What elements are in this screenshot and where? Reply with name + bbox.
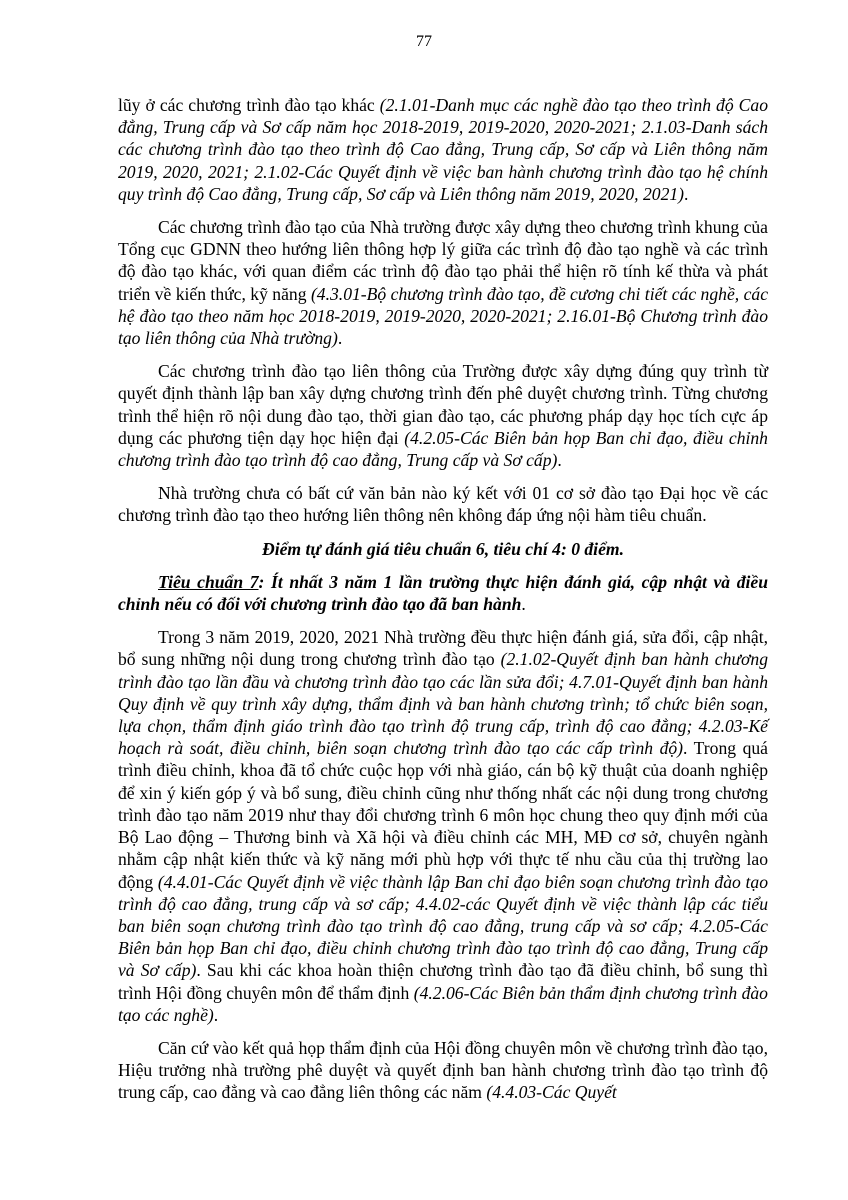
- citation: (2.1.02-Quyết định ban hành chương trình đào tạo lần đầu và chương trình đào tạo các lần sửa đổi; 4.7.01-Quyết định ban hành Quy định về quy trình xây dựng, thẩm định và ban hành chương trình; tổ chức biên soạn, lựa chọn, thẩm định giáo trình đào tạo trình độ trung cấp, trình độ cao đẳng; 4.2.03-Kế hoạch rà soát, điều chỉnh, biên soạn chương trình đào tạo các cấp trình độ): [118, 649, 768, 759]
- paragraph-3: Các chương trình đào tạo liên thông của Trường được xây dựng đúng quy trình từ quyết định thành lập ban xây dựng chương trình đến phê duyệt chương trình. Từng chương trình thể hiện rõ nội dung đào tạo, thời gian đào tạo, các phương pháp dạy học tích cực áp dụng các phương tiện dạy học hiện đại (4.2.05-Các Biên bản họp Ban chỉ đạo, điều chỉnh chương trình đào tạo trình độ cao đẳng, Trung cấp và Sơ cấp).: [118, 361, 768, 471]
- paragraph-5: Trong 3 năm 2019, 2020, 2021 Nhà trường đều thực hiện đánh giá, sửa đổi, cập nhật, bổ sung những nội dung trong chương trình đào tạo (2.1.02-Quyết định ban hành chương trình đào tạo lần đầu và chương trình đào tạo các lần sửa đổi; 4.7.01-Quyết định ban hành Quy định về quy trình xây dựng, thẩm định và ban hành chương trình; tổ chức biên soạn, lựa chọn, thẩm định giáo trình đào tạo trình độ trung cấp, trình độ cao đẳng; 4.2.03-Kế hoạch rà soát, điều chỉnh, biên soạn chương trình đào tạo các cấp trình độ). Trong quá trình điều chỉnh, khoa đã tổ chức cuộc họp với nhà giáo, cán bộ kỹ thuật của doanh nghiệp để xin ý kiến góp ý và bổ sung, điều chỉnh cũng như thống nhất các nội dung trong chương trình đào tạo năm 2019 như thay đổi chương trình 6 môn học chung theo quy định mới của Bộ Lao động – Thương binh và Xã hội và điều chỉnh các MH, MĐ cơ sở, chuyên ngành nhằm cập nhật kiến thức và kỹ năng mới phù hợp với thực tế nhu cầu của thị trường lao động (4.4.01-Các Quyết định về việc thành lập Ban chỉ đạo biên soạn chương trình đào tạo trình độ cao đẳng, trung cấp và sơ cấp; 4.4.02-các Quyết định về việc thành lập các tiểu ban biên soạn chương trình đào tạo trình độ cao đẳng, trung cấp và sơ cấp; 4.2.05-Các Biên bản họp Ban chỉ đạo, điều chỉnh chương trình đào tạo trình độ cao đẳng, Trung cấp và Sơ cấp). Sau khi các khoa hoàn thiện chương trình đào tạo đã điều chỉnh, bổ sung thì trình Hội đồng chuyên môn để thẩm định (4.2.06-Các Biên bản thẩm định chương trình đào tạo các nghề).: [118, 627, 768, 1025]
- paragraph-2: Các chương trình đào tạo của Nhà trường được xây dựng theo chương trình khung của Tổng cục GDNN theo hướng liên thông hợp lý giữa các trình độ đào tạo nghề và các trình độ đào tạo khác, với quan điểm các trình độ đào tạo phải thể hiện rõ tính kế thừa và phát triển về kiến thức, kỹ năng (4.3.01-Bộ chương trình đào tạo, đề cương chi tiết các nghề, các hệ đào tạo theo năm học 2018-2019, 2019-2020, 2020-2021; 2.16.01-Bộ Chương trình đào tạo liên thông của Nhà trường).: [118, 217, 768, 349]
- score-line: Điểm tự đánh giá tiêu chuẩn 6, tiêu chí 4: 0 điểm.: [262, 538, 624, 559]
- citation: (4.4.03-Các Quyết: [486, 1082, 617, 1103]
- document-body: [118, 94, 768, 1115]
- paragraph-6: Căn cứ vào kết quả họp thẩm định của Hội đồng chuyên môn về chương trình đào tạo, Hiệu trưởng nhà trường phê duyệt và quyết định ban hành chương trình đào tạo trình độ trung cấp, cao đẳng và cao đẳng liên thông các năm (4.4.03-Các Quyết: [118, 1037, 768, 1103]
- citation: (4.3.01-Bộ chương trình đào tạo, đề cương chi tiết các nghề, các hệ đào tạo theo năm học 2018-2019, 2019-2020, 2020-2021; 2.16.01-Bộ Chương trình đào tạo liên thông của Nhà trường): [118, 283, 768, 349]
- citation: (2.1.01-Danh mục các nghề đào tạo theo trình độ Cao đẳng, Trung cấp và Sơ cấp năm học 2018-2019, 2019-2020, 2020-2021; 2.1.03-Danh sách các chương trình đào tạo theo trình độ Cao đẳng, Trung cấp, Sơ cấp và Liên thông năm 2019, 2020, 2021; 2.1.02-Các Quyết định về việc ban hành chương trình đào tạo hệ chính quy trình độ Cao đẳng, Trung cấp, Sơ cấp và Liên thông năm 2019, 2020, 2021): [118, 95, 768, 204]
- standard-7-heading: Tiêu chuẩn 7: Ít nhất 3 năm 1 lần trường thực hiện đánh giá, cập nhật và điều chỉnh nếu có đối với chương trình đào tạo đã ban hành.: [118, 571, 768, 615]
- citation: (4.4.01-Các Quyết định về việc thành lập Ban chỉ đạo biên soạn chương trình đào tạo trình độ cao đẳng, trung cấp và sơ cấp; 4.4.02-các Quyết định về việc thành lập các tiểu ban biên soạn chương trình đào tạo trình độ cao đẳng, trung cấp và sơ cấp; 4.2.05-Các Biên bản họp Ban chỉ đạo, điều chỉnh chương trình đào tạo trình độ cao đẳng, Trung cấp và Sơ cấp): [118, 871, 768, 981]
- paragraph-1: lũy ở các chương trình đào tạo khác (2.1.01-Danh mục các nghề đào tạo theo trình độ Cao đẳng, Trung cấp và Sơ cấp năm học 2018-2019, 2019-2020, 2020-2021; 2.1.03-Danh sách các chương trình đào tạo theo trình độ Cao đẳng, Trung cấp, Sơ cấp và Liên thông năm 2019, 2020, 2021; 2.1.02-Các Quyết định về việc ban hành chương trình đào tạo hệ chính quy trình độ Cao đẳng, Trung cấp, Sơ cấp và Liên thông năm 2019, 2020, 2021).: [118, 95, 768, 204]
- paragraph-4: Nhà trường chưa có bất cứ văn bản nào ký kết với 01 cơ sở đào tạo Đại học về các chương trình đào tạo theo hướng liên thông nên không đáp ứng nội hàm tiêu chuẩn.: [118, 483, 768, 526]
- citation: (4.2.06-Các Biên bản thẩm định chương trình đào tạo các nghề): [118, 982, 768, 1025]
- citation: (4.2.05-Các Biên bản họp Ban chỉ đạo, điều chỉnh chương trình đào tạo trình độ cao đẳng, Trung cấp và Sơ cấp): [118, 427, 768, 471]
- page-number: 77: [416, 33, 432, 50]
